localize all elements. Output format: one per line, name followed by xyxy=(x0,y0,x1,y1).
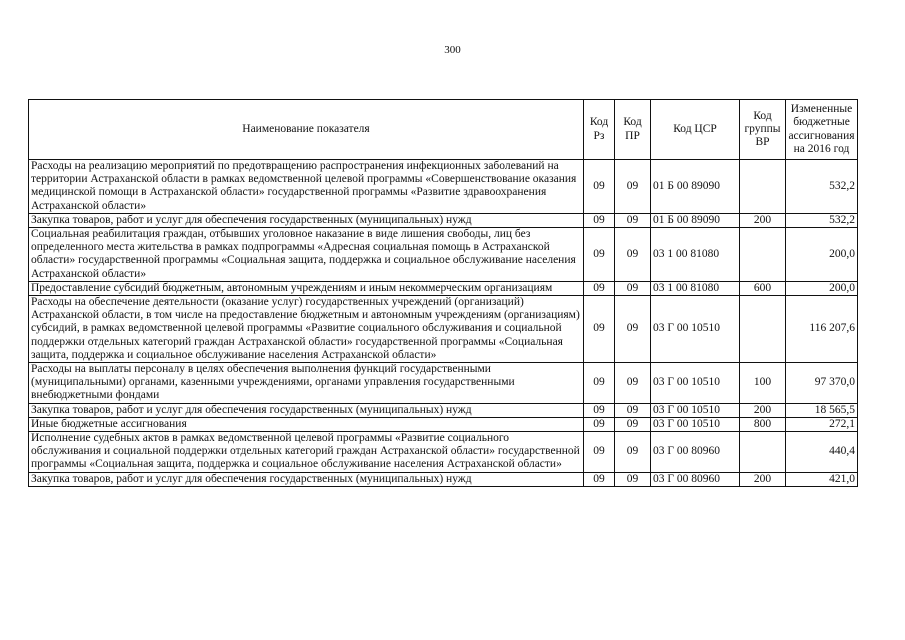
row-amount: 440,4 xyxy=(786,432,858,473)
header-csr: Код ЦСР xyxy=(651,100,740,160)
row-amount: 97 370,0 xyxy=(786,363,858,404)
row-name: Расходы на выплаты персоналу в целях обеспечения выполнения функций государственными (муниципальными) органами, казенными учреждениями, органами управления государственными внебюджетными фондами xyxy=(29,363,584,404)
row-vr: 200 xyxy=(740,403,786,417)
row-amount: 421,0 xyxy=(786,472,858,486)
row-rz: 09 xyxy=(584,472,615,486)
row-pr: 09 xyxy=(615,213,651,227)
row-pr: 09 xyxy=(615,417,651,431)
row-pr: 09 xyxy=(615,281,651,295)
row-vr: 100 xyxy=(740,363,786,404)
table-row xyxy=(29,228,858,282)
row-pr: 09 xyxy=(615,160,651,214)
row-vr: 800 xyxy=(740,417,786,431)
row-csr: 01 Б 00 89090 xyxy=(651,160,740,214)
row-name: Социальная реабилитация граждан, отбывших уголовное наказание в виде лишения свободы, лиц без определенного места жительства в рамках подпрограммы «Адресная социальная помощь в Астраханской области» государственной программы «Социальная защита, поддержка и социальное обслуживание населения Астраханской области» xyxy=(29,228,584,282)
row-vr: 200 xyxy=(740,213,786,227)
row-csr: 03 1 00 81080 xyxy=(651,281,740,295)
row-amount: 18 565,5 xyxy=(786,403,858,417)
row-name: Расходы на реализацию мероприятий по предотвращению распространения инфекционных заболеваний на территории Астраханской области в рамках ведомственной целевой программы «Совершенствование оказания медицинской помощи в Астраханской области» государственной программы «Развитие здравоохранения Астраханской области» xyxy=(29,160,584,214)
row-name: Иные бюджетные ассигнования xyxy=(29,417,584,431)
row-vr xyxy=(740,432,786,473)
budget-table xyxy=(28,99,858,487)
row-rz: 09 xyxy=(584,432,615,473)
row-name: Закупка товаров, работ и услуг для обеспечения государственных (муниципальных) нужд xyxy=(29,472,584,486)
page-number: 300 xyxy=(444,44,461,56)
row-pr: 09 xyxy=(615,296,651,363)
row-vr xyxy=(740,228,786,282)
row-pr: 09 xyxy=(615,363,651,404)
row-amount: 532,2 xyxy=(786,213,858,227)
row-rz: 09 xyxy=(584,213,615,227)
row-csr: 03 Г 00 10510 xyxy=(651,296,740,363)
header-rz: Код Рз xyxy=(584,100,615,160)
row-rz: 09 xyxy=(584,296,615,363)
row-csr: 03 1 00 81080 xyxy=(651,228,740,282)
row-name: Исполнение судебных актов в рамках ведомственной целевой программы «Развитие социального обслуживания и социальной поддержки отдельных категорий граждан Астраханской области» государственной программы «Социальная защита, поддержка и социальное обслуживание населения Астраханской области» xyxy=(29,432,584,473)
row-pr: 09 xyxy=(615,228,651,282)
row-rz: 09 xyxy=(584,403,615,417)
row-rz: 09 xyxy=(584,281,615,295)
row-csr: 01 Б 00 89090 xyxy=(651,213,740,227)
table-row xyxy=(29,296,858,363)
row-vr: 600 xyxy=(740,281,786,295)
row-name: Закупка товаров, работ и услуг для обеспечения государственных (муниципальных) нужд xyxy=(29,403,584,417)
table-row xyxy=(29,472,858,486)
table-row xyxy=(29,417,858,431)
row-pr: 09 xyxy=(615,403,651,417)
row-amount: 532,2 xyxy=(786,160,858,214)
table-row xyxy=(29,432,858,473)
row-name: Расходы на обеспечение деятельности (оказание услуг) государственных учреждений (организаций) Астраханской области, в том числе на предоставление бюджетным и автономным учреждениям (организациям) субсидий, в рамках ведомственной целевой программы «Развитие социального обслуживания и социальной поддержки отдельных категорий граждан Астраханской области» государственной программы «Социальная защита, поддержка и социальное обслуживание населения Астраханской области» xyxy=(29,296,584,363)
row-name: Предоставление субсидий бюджетным, автономным учреждениям и иным некоммерческим организациям xyxy=(29,281,584,295)
row-vr: 200 xyxy=(740,472,786,486)
row-amount: 272,1 xyxy=(786,417,858,431)
header-name: Наименование показателя xyxy=(29,100,584,160)
row-vr xyxy=(740,160,786,214)
table-row xyxy=(29,403,858,417)
table-row xyxy=(29,363,858,404)
table-row xyxy=(29,213,858,227)
row-rz: 09 xyxy=(584,228,615,282)
header-pr: Код ПР xyxy=(615,100,651,160)
row-amount: 116 207,6 xyxy=(786,296,858,363)
row-csr: 03 Г 00 10510 xyxy=(651,403,740,417)
row-csr: 03 Г 00 10510 xyxy=(651,363,740,404)
row-csr: 03 Г 00 10510 xyxy=(651,417,740,431)
row-csr: 03 Г 00 80960 xyxy=(651,472,740,486)
row-amount: 200,0 xyxy=(786,281,858,295)
row-vr xyxy=(740,296,786,363)
row-rz: 09 xyxy=(584,363,615,404)
table-row xyxy=(29,281,858,295)
table-header-row xyxy=(29,100,858,160)
row-name: Закупка товаров, работ и услуг для обеспечения государственных (муниципальных) нужд xyxy=(29,213,584,227)
table-row xyxy=(29,160,858,214)
header-vr: Код группы ВР xyxy=(740,100,786,160)
row-rz: 09 xyxy=(584,160,615,214)
row-pr: 09 xyxy=(615,472,651,486)
row-csr: 03 Г 00 80960 xyxy=(651,432,740,473)
header-amount: Измененные бюджетные ассигнования на 2016 год xyxy=(786,100,858,160)
row-amount: 200,0 xyxy=(786,228,858,282)
row-rz: 09 xyxy=(584,417,615,431)
row-pr: 09 xyxy=(615,432,651,473)
